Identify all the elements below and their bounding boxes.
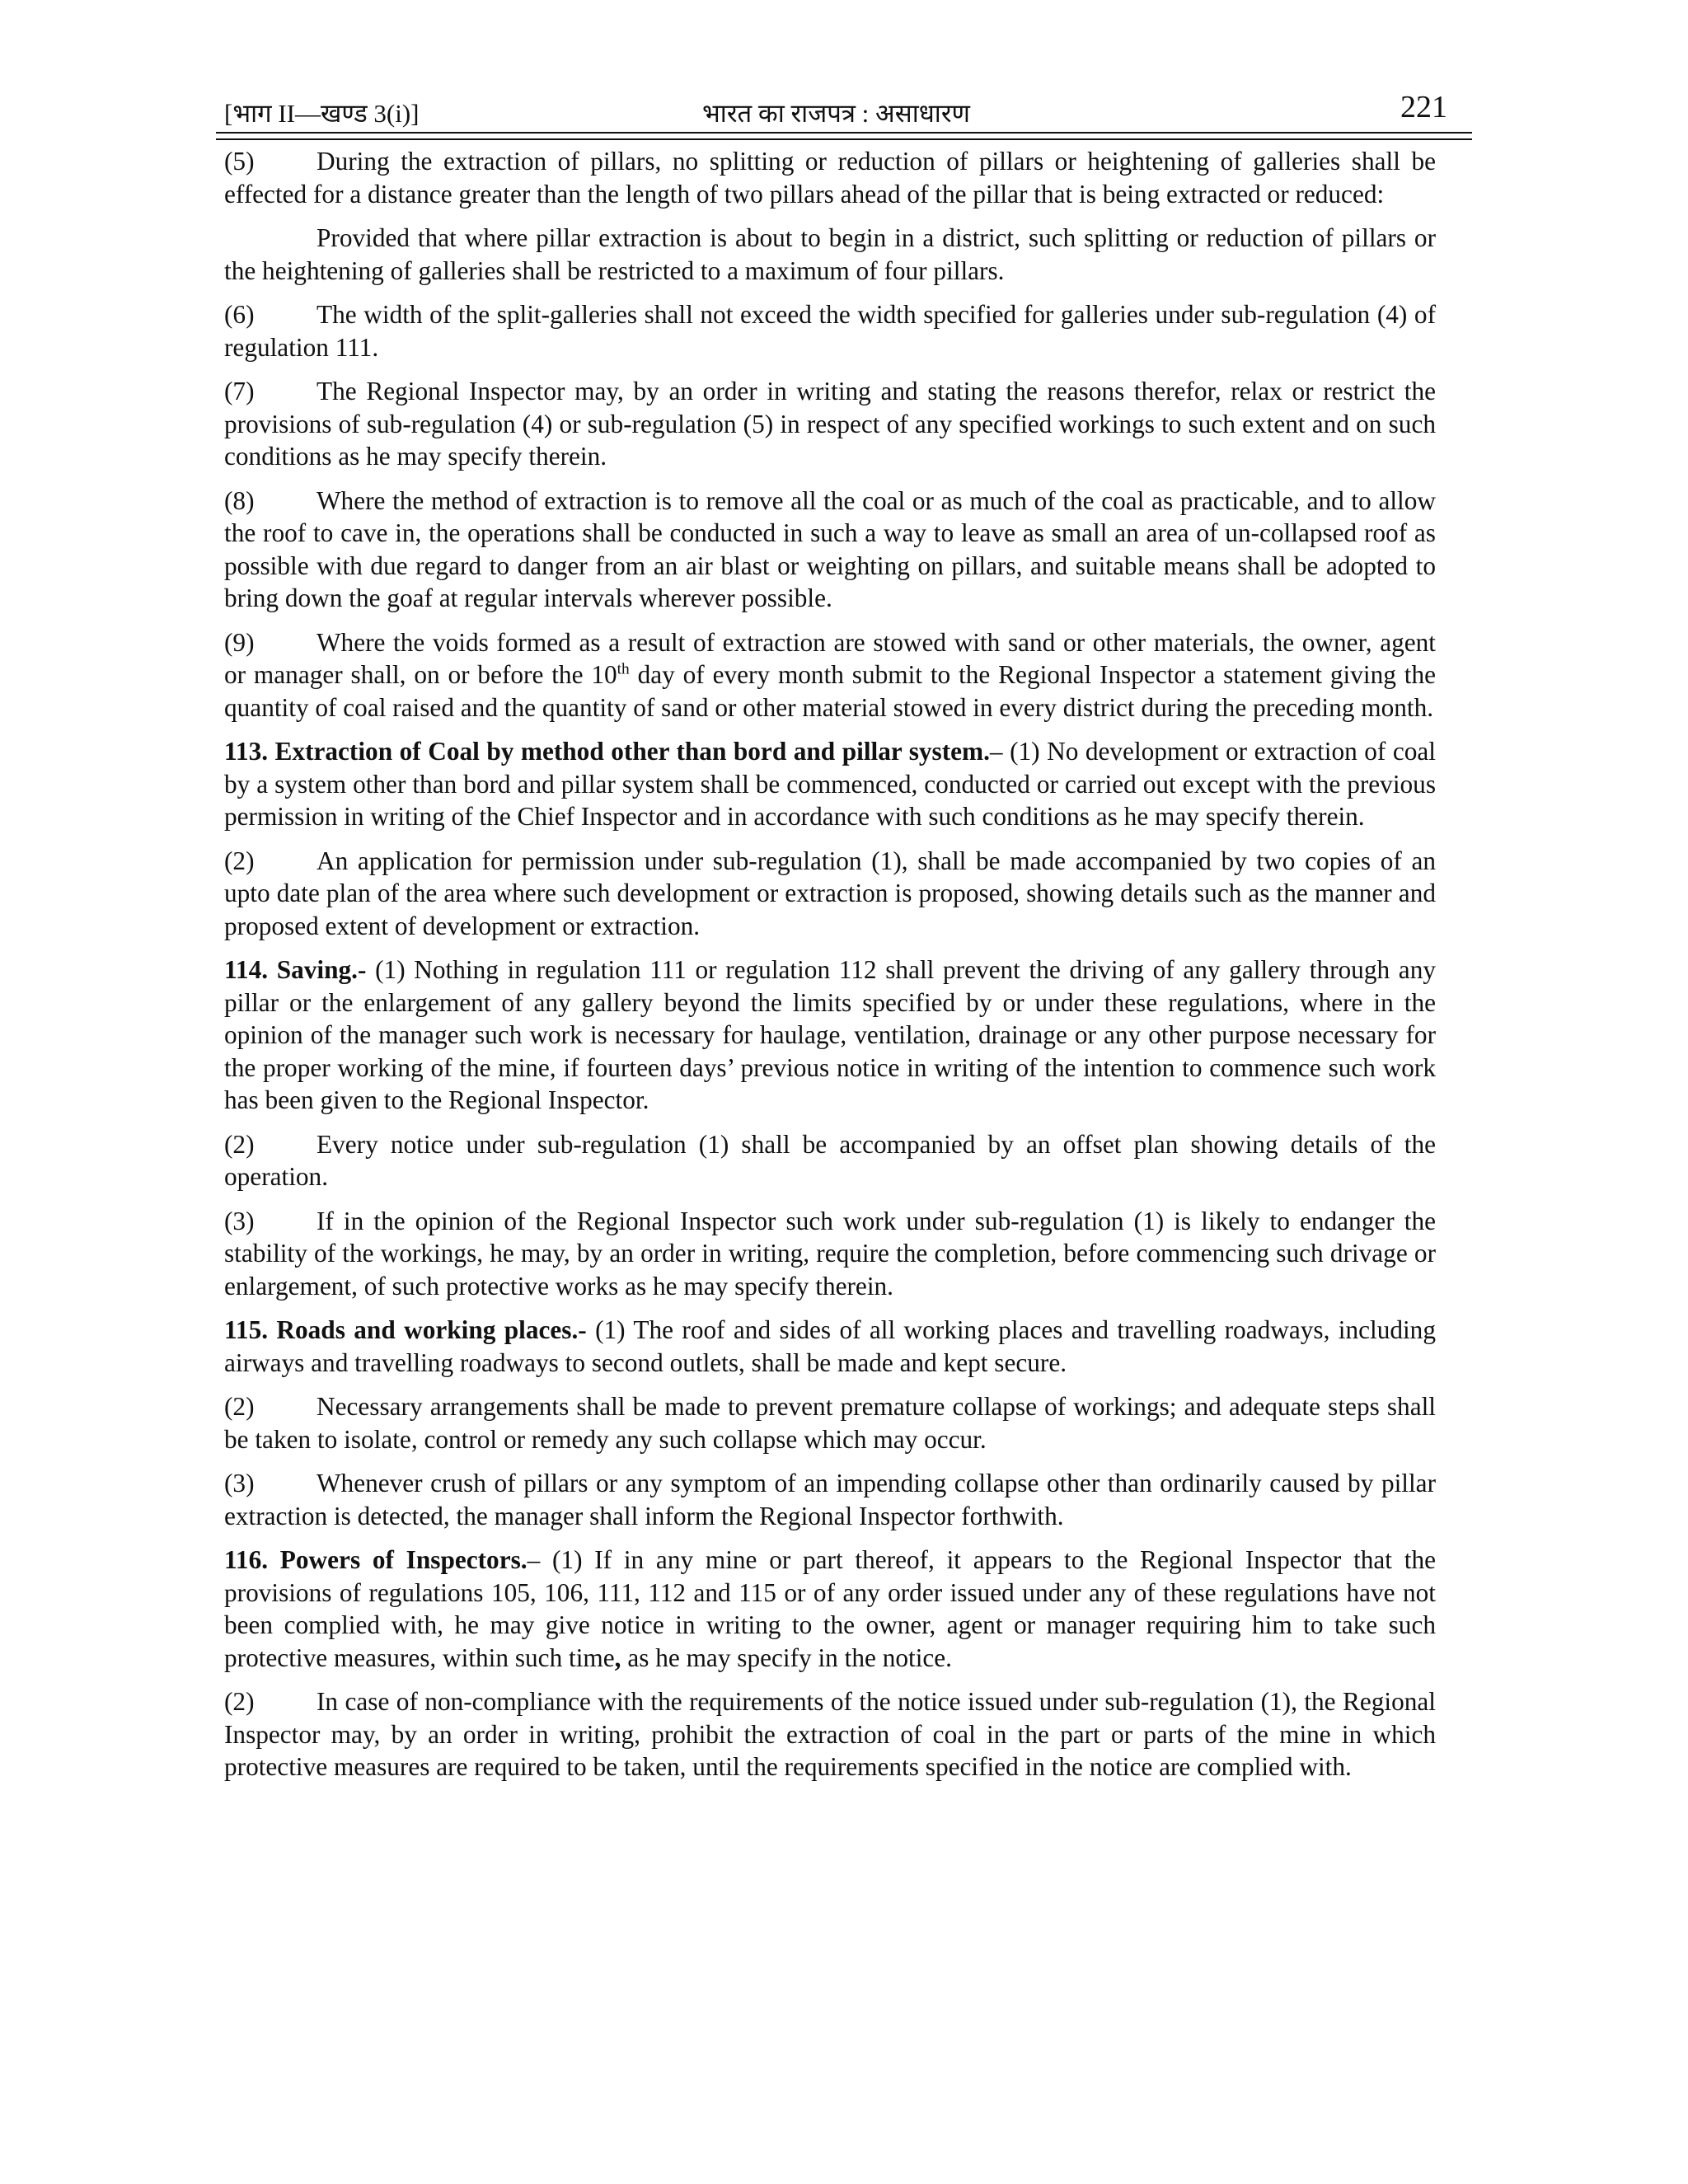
subregulation-114-3 — [224, 1205, 1436, 1303]
page-header — [224, 89, 1472, 132]
subregulation-116-2 — [224, 1685, 1436, 1783]
clause-number: (5) — [224, 147, 255, 176]
clause-text: (1) The roof and sides of all working places and travelling roadways, including airways and travelling roadways to second outlets, shall be made and kept secure. — [224, 1315, 1436, 1377]
clause-text: Every notice under sub-regulation (1) shall be accompanied by an offset plan showing details of the operation. — [224, 1129, 1436, 1191]
subregulation-115-2 — [224, 1390, 1436, 1455]
proviso-112-5 — [224, 222, 1436, 287]
regulation-116 — [224, 1544, 1436, 1674]
clause-number: (3) — [224, 1469, 255, 1497]
regulation-heading: 115. Roads and working places.- — [224, 1315, 587, 1344]
regulation-heading: 113. Extraction of Coal by method other than bord and pillar system. — [224, 737, 990, 766]
clause-text: – (1) No development or extraction of coal by a system other than bord and pillar system shall be commenced, conducted or carried out except with the previous permission in writing of the Chief Inspector and in accordance with such conditions as he may specify therein. — [224, 737, 1436, 831]
clause-text: During the extraction of pillars, no splitting or reduction of pillars or heightening of galleries shall be effected for a distance greater than the length of two pillars ahead of the pillar that is being extracted or reduced: — [224, 147, 1436, 209]
header-rule-top — [216, 132, 1472, 134]
clause-number: (6) — [224, 300, 255, 329]
clause-text: The width of the split-galleries shall not exceed the width specified for galleries under sub-regulation (4) of regulation 111. — [224, 300, 1436, 362]
document-body — [224, 145, 1436, 1795]
clause-number: (2) — [224, 1129, 255, 1159]
clause-number: (2) — [224, 846, 255, 875]
page-number: 221 — [1400, 90, 1447, 124]
bold-comma: , — [614, 1643, 621, 1672]
clause-text: (1) Nothing in regulation 111 or regulation 112 shall prevent the driving of any gallery through any pillar or the enlargement of any gallery beyond the limits specified by or under these regulations, where in the opinion of the manager such work is necessary for haulage, ventilation, drainage or any other purpose necessary for the proper working of the mine, if fourteen days’ previous notice in writing of the intention to commence such work has been given to the Regional Inspector. — [224, 955, 1436, 1114]
clause-number: (2) — [224, 1687, 255, 1716]
clause-text: An application for permission under sub-regulation (1), shall be made accompanied by two copies of an upto date plan of the area where such development or extraction is proposed, showing details such as the manner and proposed extent of development or extraction. — [224, 846, 1436, 940]
clause-number: (8) — [224, 485, 255, 515]
subregulation-113-2 — [224, 845, 1436, 943]
clause-text: If in the opinion of the Regional Inspector such work under sub-regulation (1) is likely to endanger the stability of the workings, he may, by an order in writing, require the completion, before commencing such drivage or enlargement, of such protective works as he may specify therein. — [224, 1206, 1436, 1301]
header-gazette-title: भारत का राजपत्र : असाधारण — [702, 99, 970, 128]
subregulation-112-5 — [224, 145, 1436, 210]
regulation-115 — [224, 1314, 1436, 1379]
subregulation-112-7 — [224, 375, 1436, 473]
subregulation-112-6 — [224, 298, 1436, 363]
clause-text: – (1) If in any mine or part thereof, it appears to the Regional Inspector that the provisions of regulations 105, 106, 111, 112 and 115 or of any order issued under any of these regulations have not been complied with, he may give notice in writing to the owner, agent or manager requiring him to take such protective measures, within such time — [224, 1545, 1436, 1672]
clause-text: Where the voids formed as a result of extraction are stowed with sand or other materials, the owner, agent or manager shall, on or before the 10 — [224, 627, 1436, 689]
subregulation-115-3 — [224, 1467, 1436, 1532]
clause-text: Whenever crush of pillars or any symptom of an impending collapse other than ordinarily caused by pillar extraction is detected, the manager shall inform the Regional Inspector forthwith. — [224, 1469, 1436, 1530]
clause-text: Necessary arrangements shall be made to prevent premature collapse of workings; and adequate steps shall be taken to isolate, control or remedy any such collapse which may occur. — [224, 1392, 1436, 1454]
header-part-section: [भाग II—खण्ड 3(i)] — [224, 99, 420, 128]
clause-number: (7) — [224, 377, 255, 405]
regulation-114 — [224, 954, 1436, 1117]
subregulation-112-9 — [224, 626, 1436, 724]
subregulation-112-8 — [224, 485, 1436, 615]
clause-number: (2) — [224, 1392, 255, 1421]
ordinal-suffix: th — [617, 660, 630, 678]
clause-text-continued: day of every month submit to the Regional Inspector a statement giving the quantity of coal raised and the quantity of sand or other material stowed in every district during the preceding month. — [224, 660, 1436, 722]
clause-number: (3) — [224, 1206, 255, 1235]
clause-text: Where the method of extraction is to remove all the coal or as much of the coal as practicable, and to allow the roof to cave in, the operations shall be conducted in such a way to leave as small an area of un-collapsed roof as possible with due regard to danger from an air blast or weighting on pillars, and suitable means shall be adopted to bring down the goaf at regular intervals wherever possible. — [224, 485, 1436, 612]
header-rule-bottom — [216, 138, 1472, 140]
clause-text: In case of non-compliance with the requirements of the notice issued under sub-regulation (1), the Regional Inspector may, by an order in writing, prohibit the extraction of coal in the part or parts of the mine in which protective measures are required to be taken, until the requirements specified in the notice are complied with. — [224, 1687, 1436, 1781]
clause-number: (9) — [224, 627, 255, 657]
clause-text-continued: as he may specify in the notice. — [621, 1643, 953, 1672]
clause-text: The Regional Inspector may, by an order in writing and stating the reasons therefor, relax or restrict the provisions of sub-regulation (4) or sub-regulation (5) in respect of any specified workings to such extent and on such conditions as he may specify therein. — [224, 377, 1436, 471]
subregulation-114-2 — [224, 1128, 1436, 1193]
clause-text: Provided that where pillar extraction is about to begin in a district, such splitting or reduction of pillars or the heightening of galleries shall be restricted to a maximum of four pillars. — [224, 223, 1436, 285]
regulation-heading: 114. Saving.- — [224, 955, 367, 984]
regulation-heading: 116. Powers of Inspectors. — [224, 1545, 528, 1574]
regulation-113 — [224, 735, 1436, 833]
